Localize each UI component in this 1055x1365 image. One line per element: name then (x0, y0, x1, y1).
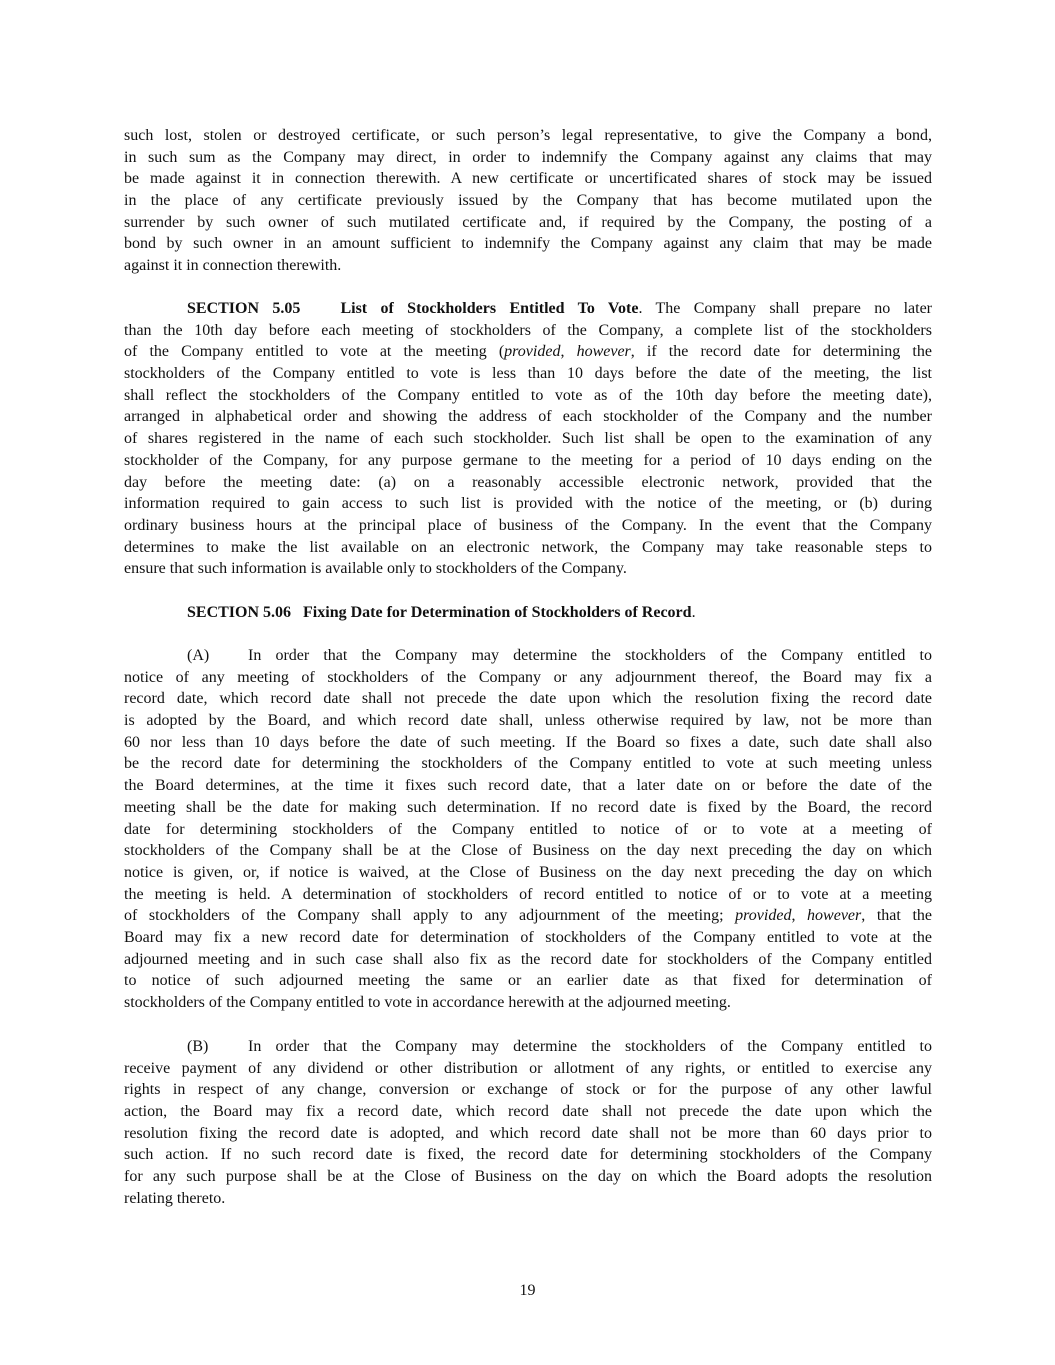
text-line: action, the Board may fix a record date, which record date shall not precede the date upon which the (124, 1103, 932, 1121)
text-line (124, 645, 932, 667)
text-segment: In order that the Company may determine the stockholders of the Company entitled to (248, 1038, 932, 1055)
section-5-06-a-paragraph (124, 645, 932, 1014)
italic-text: however (807, 907, 862, 925)
text-line: record date, which record date shall not precede the date upon which the resolution fixing the record date (124, 690, 932, 708)
text-line: Board may fix a new record date for determination of stockholders of the Company entitled to vote at the (124, 928, 932, 946)
text-line: than the 10th day before each meeting of stockholders of the Company, a complete list of the stockholders (124, 321, 932, 339)
text-line: such lost, stolen or destroyed certificate, or such person’s legal representative, to give the Company a bond, (124, 127, 932, 144)
text-line: ensure that such information is available only to stockholders of the Company. (124, 560, 627, 578)
page-number: 19 (519, 1282, 536, 1299)
italic-text: provided (504, 343, 561, 361)
subsection-label: (A) (187, 647, 210, 664)
text-line: in the place of any certificate previously issued by the Company that has become mutilated upon the (124, 192, 932, 210)
text-line: stockholders of the Company entitled to vote in accordance herewith at the adjourned meeting. (124, 994, 731, 1011)
text-line: information required to gain access to such list is provided with the notice of the meeting, or (b) during (124, 495, 932, 513)
text-line: be the record date for determining the stockholders of the Company entitled to vote at such meeting unless (124, 755, 932, 773)
text-segment: . (691, 604, 696, 621)
text-line: bond by such owner in an amount sufficient to indemnify the Company against any claim that may be made (124, 235, 932, 253)
text-line: day before the meeting date: (a) on a reasonably accessible electronic network, provided that the (124, 473, 932, 491)
text-line: surrender by such owner of such mutilated certificate and, if required by the Company, the posting of a (124, 213, 932, 231)
text-line: meeting shall be the date for making such determination. If no record date is fixed by the Board, the record (124, 798, 932, 816)
text-line (124, 1036, 932, 1058)
text-segment: . The Company shall prepare no later (638, 300, 932, 317)
section-5-06-heading (124, 602, 932, 624)
italic-text: provided (735, 907, 792, 925)
subsection-label: (B) (187, 1038, 209, 1055)
text-line: rights in respect of any change, conversion or exchange of stock or for the purpose of any other lawful (124, 1081, 932, 1099)
text-line: notice is given, or, if notice is waived, at the Close of Business on the day next preceding the day on which (124, 863, 932, 881)
text-line: notice of any meeting of stockholders of the Company or any adjournment thereof, the Board may fix a (124, 668, 932, 686)
text-line: against it in connection therewith. (124, 257, 342, 275)
text-line: resolution fixing the record date is adopted, and which record date shall not be more than 60 days prior to (124, 1124, 932, 1142)
text-line: shall reflect the stockholders of the Company entitled to vote as of the 10th day before the meeting date), (124, 386, 932, 404)
text-line: for any such purpose shall be at the Close of Business on the day on which the Board adopts the resolution (124, 1168, 932, 1186)
section-heading-text: SECTION 5.06 Fixing Date for Determination of Stockholders of Record (187, 604, 692, 621)
text-segment: In order that the Company may determine the stockholders of the Company entitled to (248, 647, 932, 664)
text-segment: of stockholders of the Company shall apply to any adjournment of the meeting; (124, 907, 736, 925)
text-line: receive payment of any dividend or other distribution or allotment of any rights, or entitled to exercise any (124, 1059, 932, 1077)
text-line: stockholders of the Company entitled to vote is less than 10 days before the date of the meeting, the list (124, 365, 932, 383)
paragraph-lost-certificate (124, 125, 932, 277)
text-segment: , (791, 907, 808, 925)
text-segment: of the Company entitled to vote at the meeting ( (124, 343, 505, 361)
text-line: to notice of such adjourned meeting the same or an earlier date as that fixed for determination of (124, 972, 932, 990)
text-line: adjourned meeting and in such case shall also fix as the record date for stockholders of the Company entitled (124, 950, 932, 968)
text-line: ordinary business hours at the principal place of business of the Company. In the event that the Company (124, 516, 932, 534)
text-line: relating thereto. (124, 1189, 226, 1207)
section-heading-text: SECTION 5.05 List of Stockholders Entitled To Vote (187, 300, 639, 317)
text-line: determines to make the list available on an electronic network, the Company may take reasonable steps to (124, 538, 932, 556)
section-5-05-paragraph (124, 298, 932, 580)
text-segment: , that the (861, 907, 932, 925)
text-line: is adopted by the Board, and which record date shall, unless otherwise required by law, not be more than (124, 712, 932, 730)
text-line: the Board determines, at the time it fixes such record date, that a later date on or before the date of the (124, 777, 932, 795)
text-line: stockholder of the Company, for any purpose germane to the meeting for a period of 10 days ending on the (124, 451, 932, 469)
text-line (124, 341, 932, 363)
section-5-06-b-paragraph (124, 1036, 932, 1210)
text-line (124, 602, 932, 624)
text-line: such action. If no such record date is fixed, the record date for determining stockholders of the Company (124, 1146, 932, 1164)
text-segment: , (560, 343, 577, 361)
text-line (124, 298, 932, 320)
text-line: arranged in alphabetical order and showing the address of each stockholder of the Company and the number (124, 408, 932, 426)
text-line: stockholders of the Company shall be at the Close of Business on the day next preceding the day on which (124, 842, 932, 860)
text-line: the meeting is held. A determination of stockholders of record entitled to notice of or to vote at a meeting (124, 885, 932, 903)
text-line: date for determining stockholders of the Company entitled to notice of or to vote at a meeting of (124, 820, 932, 838)
text-line: be made against it in connection therewith. A new certificate or uncertificated shares of stock may be issued (124, 170, 932, 188)
text-line: of shares registered in the name of each such stockholder. Such list shall be open to the examination of any (124, 430, 932, 448)
text-line: in such sum as the Company may direct, in order to indemnify the Company against any claims that may (124, 148, 932, 166)
italic-text: however (576, 343, 631, 361)
text-segment: , if the record date for determining the (630, 343, 932, 361)
text-line (124, 905, 932, 927)
text-line: 60 nor less than 10 days before the date of such meeting. If the Board so fixes a date, such date shall also (124, 733, 932, 751)
